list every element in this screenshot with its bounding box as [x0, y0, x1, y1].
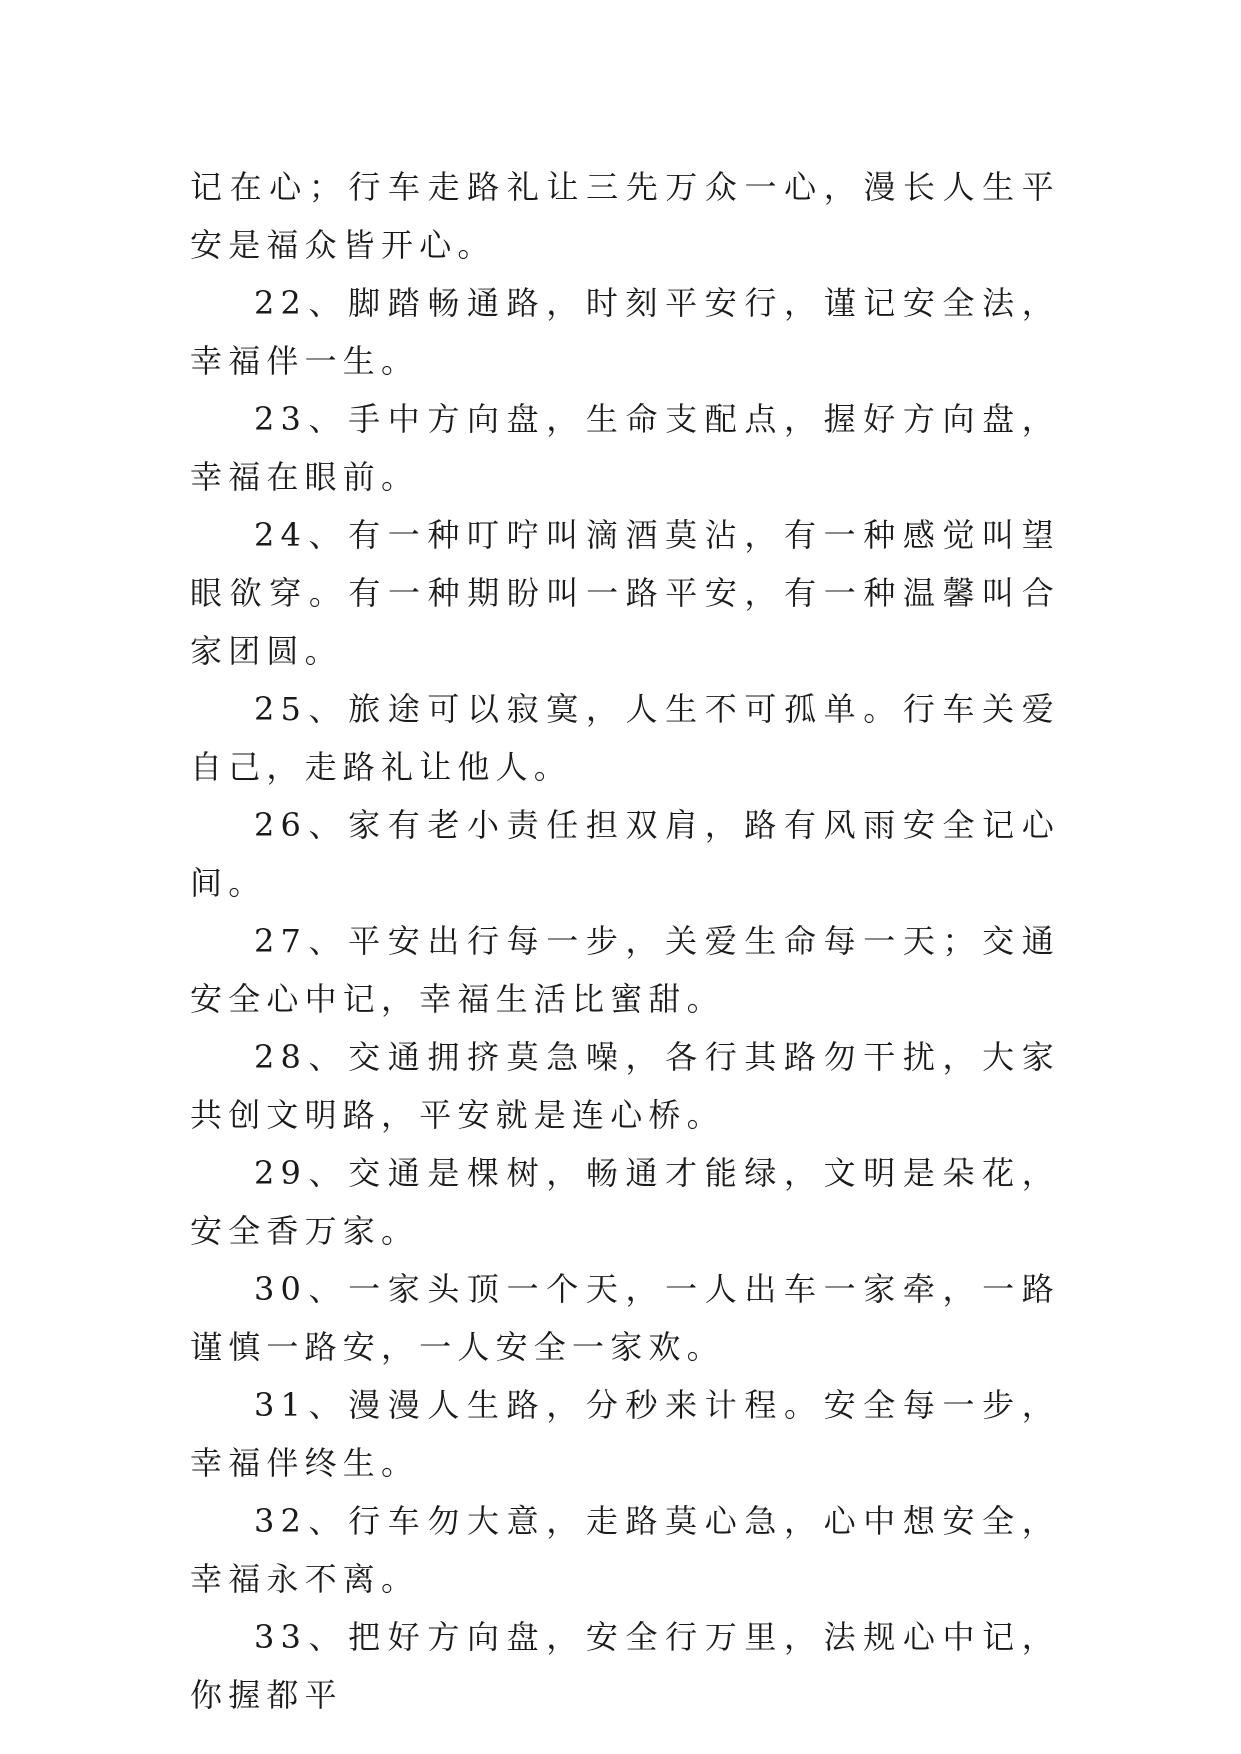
slogan-26: 26、家有老小责任担双肩，路有风雨安全记心间。 — [190, 806, 1060, 902]
slogan-32: 32、行车勿大意，走路莫心急，心中想安全，幸福永不离。 — [190, 1502, 1060, 1598]
slogan-30: 30、一家头顶一个天，一人出车一家牵，一路谨慎一路安，一人安全一家欢。 — [190, 1270, 1060, 1366]
slogan-28: 28、交通拥挤莫急噪，各行其路勿干扰，大家共创文明路，平安就是连心桥。 — [190, 1038, 1060, 1134]
slogan-24: 24、有一种叮咛叫滴酒莫沾，有一种感觉叫望眼欲穿。有一种期盼叫一路平安，有一种温馨叫合家团圆。 — [190, 516, 1060, 670]
paragraph-continuation: 记在心；行车走路礼让三先万众一心，漫长人生平安是福众皆开心。 — [190, 168, 1060, 264]
slogan-31: 31、漫漫人生路，分秒来计程。安全每一步，幸福伴终生。 — [190, 1386, 1060, 1482]
slogan-25: 25、旅途可以寂寞，人生不可孤单。行车关爱自己，走路礼让他人。 — [190, 690, 1060, 786]
slogan-22: 22、脚踏畅通路，时刻平安行，谨记安全法，幸福伴一生。 — [190, 284, 1060, 380]
slogan-29: 29、交通是棵树，畅通才能绿，文明是朵花，安全香万家。 — [190, 1154, 1060, 1250]
document-body — [190, 158, 1060, 1724]
slogan-27: 27、平安出行每一步，关爱生命每一天；交通安全心中记，幸福生活比蜜甜。 — [190, 922, 1060, 1018]
slogan-23: 23、手中方向盘，生命支配点，握好方向盘，幸福在眼前。 — [190, 400, 1060, 496]
slogan-33: 33、把好方向盘，安全行万里，法规心中记，你握都平 — [190, 1618, 1060, 1714]
